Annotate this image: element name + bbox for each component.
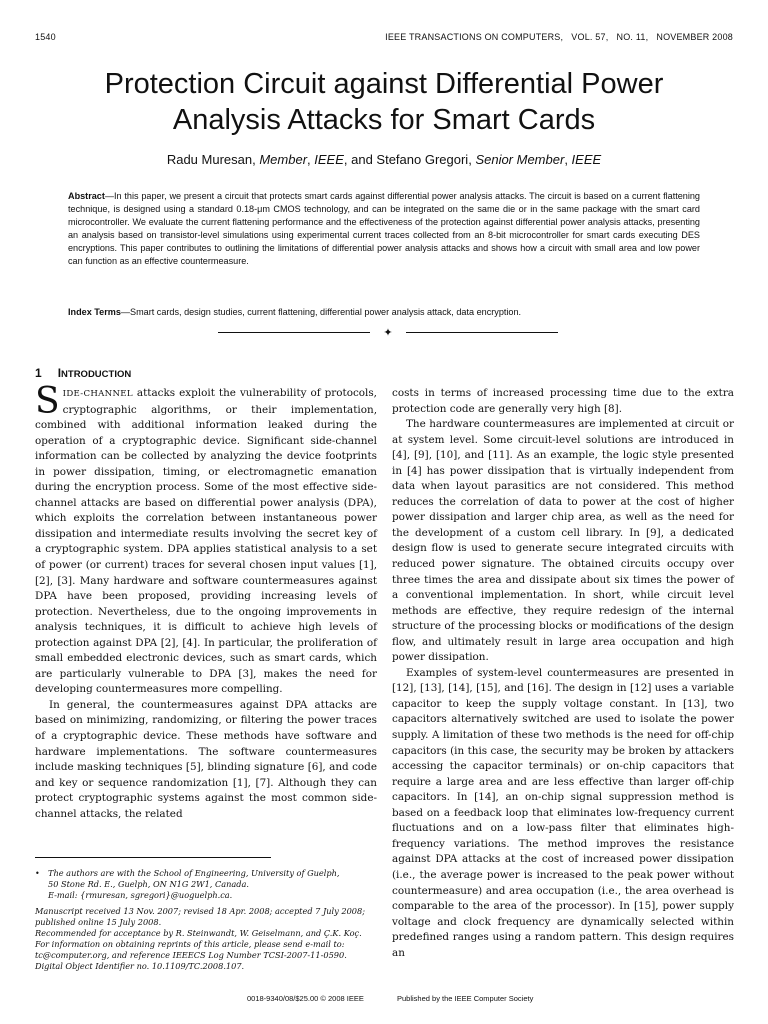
publisher-line: Published by the IEEE Computer Society xyxy=(397,994,534,1003)
small-caps-lead: IDE-CHANNEL xyxy=(62,389,133,399)
recommended-by: Recommended for acceptance by R. Steinwandt, W. Geiselmann, and Ç.K. Koç. xyxy=(35,928,362,938)
section-number: 1 xyxy=(35,366,42,380)
abstract xyxy=(68,190,700,268)
author-1-name: Radu Muresan, xyxy=(166,152,256,167)
footnote-rule xyxy=(35,857,271,858)
author-2-role: Senior Member xyxy=(475,152,565,167)
paragraph-text: attacks exploit the vulnerability of protocols, cryptographic algorithms, or their implementation, combined with additional information leaked during the operation of a cryptographic device. Significant side-channel information can be collected by analyzing the device footprints in power dissipation, timing, or electromagnetic emanation during the encryption process. Some of the most effective side-channel attacks are based on differential power analysis (DPA), which exploits the correlation between instantaneous power dissipation and intermediate results involving the secret key of a cryptographic system. DPA applies statistical analysis to a set of power (or current) traces for several chosen input values [1], [2], [3]. Many hardware and software countermeasures against DPA have been proposed, providing increasing levels of protection. Nevertheless, due to the ongoing improvements in analysis techniques, it is difficult to achieve high levels of protection against DPA [2], [4]. In particular, the proliferation of small embedded electronic devices, such as smart cards, which are particularly vulnerable to DPA [3], makes the need for developing countermeasures more compelling. xyxy=(35,387,377,696)
doi: Digital Object Identifier no. 10.1109/TC.2008.107. xyxy=(35,961,245,971)
author-1-role: Member xyxy=(259,152,308,167)
diamond-ornament-icon: ✦ xyxy=(383,326,393,339)
author-conjunction: , and Stefano Gregori, xyxy=(343,152,472,167)
paper-title xyxy=(40,66,728,138)
section-divider xyxy=(218,327,558,339)
page-number: 1540 xyxy=(35,32,56,42)
paragraph xyxy=(35,381,377,698)
section-title-rest: NTRODUCTION xyxy=(61,369,132,380)
body-column-right xyxy=(392,386,734,961)
drop-cap: S xyxy=(35,381,60,422)
abstract-label: Abstract xyxy=(68,191,105,201)
paragraph: costs in terms of increased processing time due to the extra protection code are generally very high [8]. xyxy=(392,387,734,415)
title-line-1: Protection Circuit against Differential Power xyxy=(104,68,664,100)
index-terms xyxy=(68,306,700,319)
affiliation-line: 50 Stone Rd. E., Guelph, ON N1G 2W1, Canada. xyxy=(48,879,250,889)
bullet-icon: • xyxy=(35,869,40,878)
journal-citation: IEEE TRANSACTIONS ON COMPUTERS, VOL. 57, NO. 11, NOVEMBER 2008 xyxy=(385,32,733,42)
manuscript-dates: Manuscript received 13 Nov. 2007; revised 18 Apr. 2008; accepted 7 July 2008; published online 15 July 2008. xyxy=(35,906,365,927)
body-column-left xyxy=(35,381,377,822)
paragraph: Examples of system-level countermeasures are presented in [12], [13], [14], [15], and [16]. The design in [12] uses a variable capacitor to keep the supply voltage constant. In [13], two capacitors alternatively switched are used to isolate the power supply. A limitation of these two methods is the need for off-chip capacitors (in this case, the security may be broken by attackers accessing the capacitor terminals) or on-chip capacitors that require a large area and are less effective than larger off-chip capacitors. In [14], an on-chip signal suppression method is based on a feedback loop that eliminates low-frequency current fluctuations and on a low-pass filter that eliminates high-frequency variations. The method improves the resistance against DPA attacks at the cost of increased power dissipation (i.e., the average power is increased to the peak power without countermeasure) and area occupation (i.e., the area overhead is comparable to the area of the processor). In [15], power supply voltage and clock frequency are dynamically selected within predefined ranges using a random pattern. This design requires an xyxy=(392,666,734,959)
section-title-initial: I xyxy=(57,366,62,380)
footnotes xyxy=(35,868,377,972)
author-1-org: IEEE xyxy=(314,152,344,167)
title-line-2: Analysis Attacks for Smart Cards xyxy=(172,104,596,136)
running-head xyxy=(35,32,733,46)
index-terms-text: —Smart cards, design studies, current flattening, differential power analysis attack, data encryption. xyxy=(120,307,522,317)
divider-line-left xyxy=(218,332,370,333)
abstract-text: —In this paper, we present a circuit that protects smart cards against differential power analysis attacks. The circuit is based on a current flattening technique, is designed using a standard 0.18-μm CMOS technology, and can be integrated on the same die or in the same package with the smart card microcontroller. We evaluate the current flattening performance and the effectiveness of the protection against differential power analysis attacks, presenting an analysis based on transistor-level simulations using experimental current traces collected from an 8-bit microcontroller for smart cards executing DES encryptions. This paper contributes to outlining the limitations of differential power analysis attacks and shows how a circuit with small area and low power can function as an effective countermeasure. xyxy=(68,191,700,266)
paragraph: The hardware countermeasures are implemented at circuit or at system level. Some circuit-level solutions are introduced in [4], [9], [10], and [11]. As an example, the logic style presented in [4] has power dissipation that is virtually independent from data when layout parasitics are not considered. This method reduces the correlation of data to power at the cost of higher power dissipation and larger chip area, as well as the need for the development of a custom cell library. In [9], a dedicated design flow is used to generate secure integrated circuits with reduced power signature. The obtained circuits occupy over three times the area and dissipate about six times the power of a conventional implementation. In short, while circuit level methods are effective, they require redesign of the internal structure of the processing blocks or modifications of the design flow, and ultimately result in large area occupation and high power dissipation. xyxy=(392,418,734,664)
paragraph: In general, the countermeasures against DPA attacks are based on minimizing, randomizing, or filtering the power traces of a cryptographic device. These methods have software and hardware implementations. The software countermeasures include masking techniques [5], blinding signature [6], and code and key or sequence randomization [1], [7]. Although they can protect cryptographic systems against the most common side-channel attacks, the related xyxy=(35,698,377,820)
index-terms-label: Index Terms xyxy=(68,307,121,317)
copyright-line: 0018-9340/08/$25.00 © 2008 IEEE xyxy=(247,994,364,1003)
section-heading xyxy=(35,366,131,380)
divider-line-right xyxy=(406,332,558,333)
author-line: Radu Muresan, Member, IEEE, and Stefano Gregori, Senior Member, IEEE xyxy=(166,152,602,167)
affiliation-line: The authors are with the School of Engineering, University of Guelph, xyxy=(48,868,340,878)
affiliation-email: E-mail: {rmuresan, sgregori}@uoguelph.ca. xyxy=(48,890,233,900)
affiliation-note xyxy=(35,868,377,901)
reprints-info: For information on obtaining reprints of this article, please send e-mail to: tc@computer.org, and reference IEEECS Log Number TCSI-2007-11-0590. xyxy=(35,939,347,960)
author-2-org: IEEE xyxy=(571,152,602,167)
